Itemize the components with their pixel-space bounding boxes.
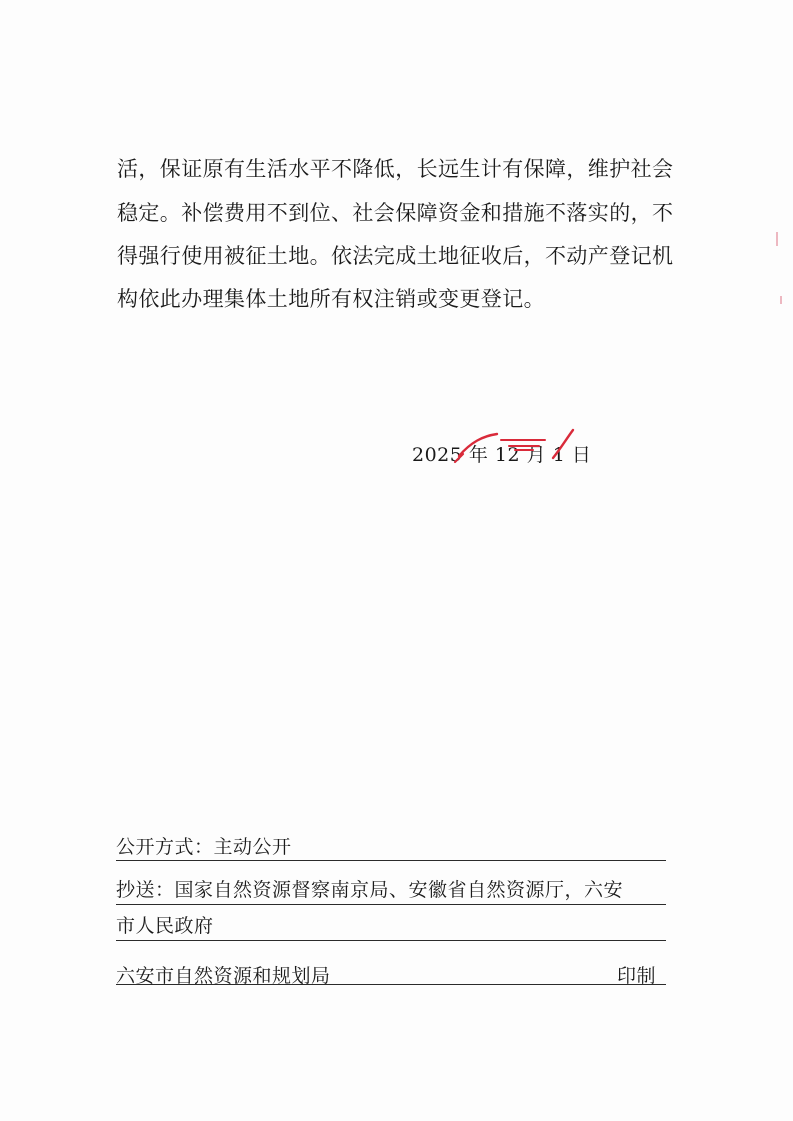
- cc-recipients-line-1: 抄送：国家自然资源督察南京局、安徽省自然资源厅，六安: [116, 879, 624, 901]
- seal-arc-right: [553, 430, 573, 458]
- official-seal-fragment: [449, 418, 589, 478]
- seal-arc-left: [459, 434, 497, 456]
- issuing-office: 六安市自然资源和规划局: [116, 965, 331, 987]
- scan-artifact: [780, 296, 782, 304]
- signature-block: [412, 440, 591, 464]
- cc-recipients-line-2: 市人民政府: [116, 915, 214, 937]
- issue-date: 2025 年 12 月 1 日: [412, 444, 592, 466]
- body-text-line-4: 构依此办理集体土地所有权注销或变更登记。: [117, 287, 545, 311]
- footer-rule-3: [116, 940, 666, 941]
- scan-artifact: [776, 232, 778, 246]
- body-text-line-1: 活，保证原有生活水平不降低，长远生计有保障，维护社会: [117, 157, 674, 181]
- seal-glyph-strokes: [501, 440, 545, 450]
- footer-rule-1: [116, 860, 666, 861]
- footer-rule-2: [116, 904, 666, 905]
- printed-label: 印制: [617, 965, 657, 987]
- footer-rule-4: [116, 984, 666, 985]
- body-text-line-2: 稳定。补偿费用不到位、社会保障资金和措施不落实的，不: [117, 201, 674, 225]
- disclosure-method: 公开方式：主动公开: [116, 836, 292, 858]
- body-text-line-3: 得强行使用被征土地。依法完成土地征收后，不动产登记机: [117, 244, 674, 268]
